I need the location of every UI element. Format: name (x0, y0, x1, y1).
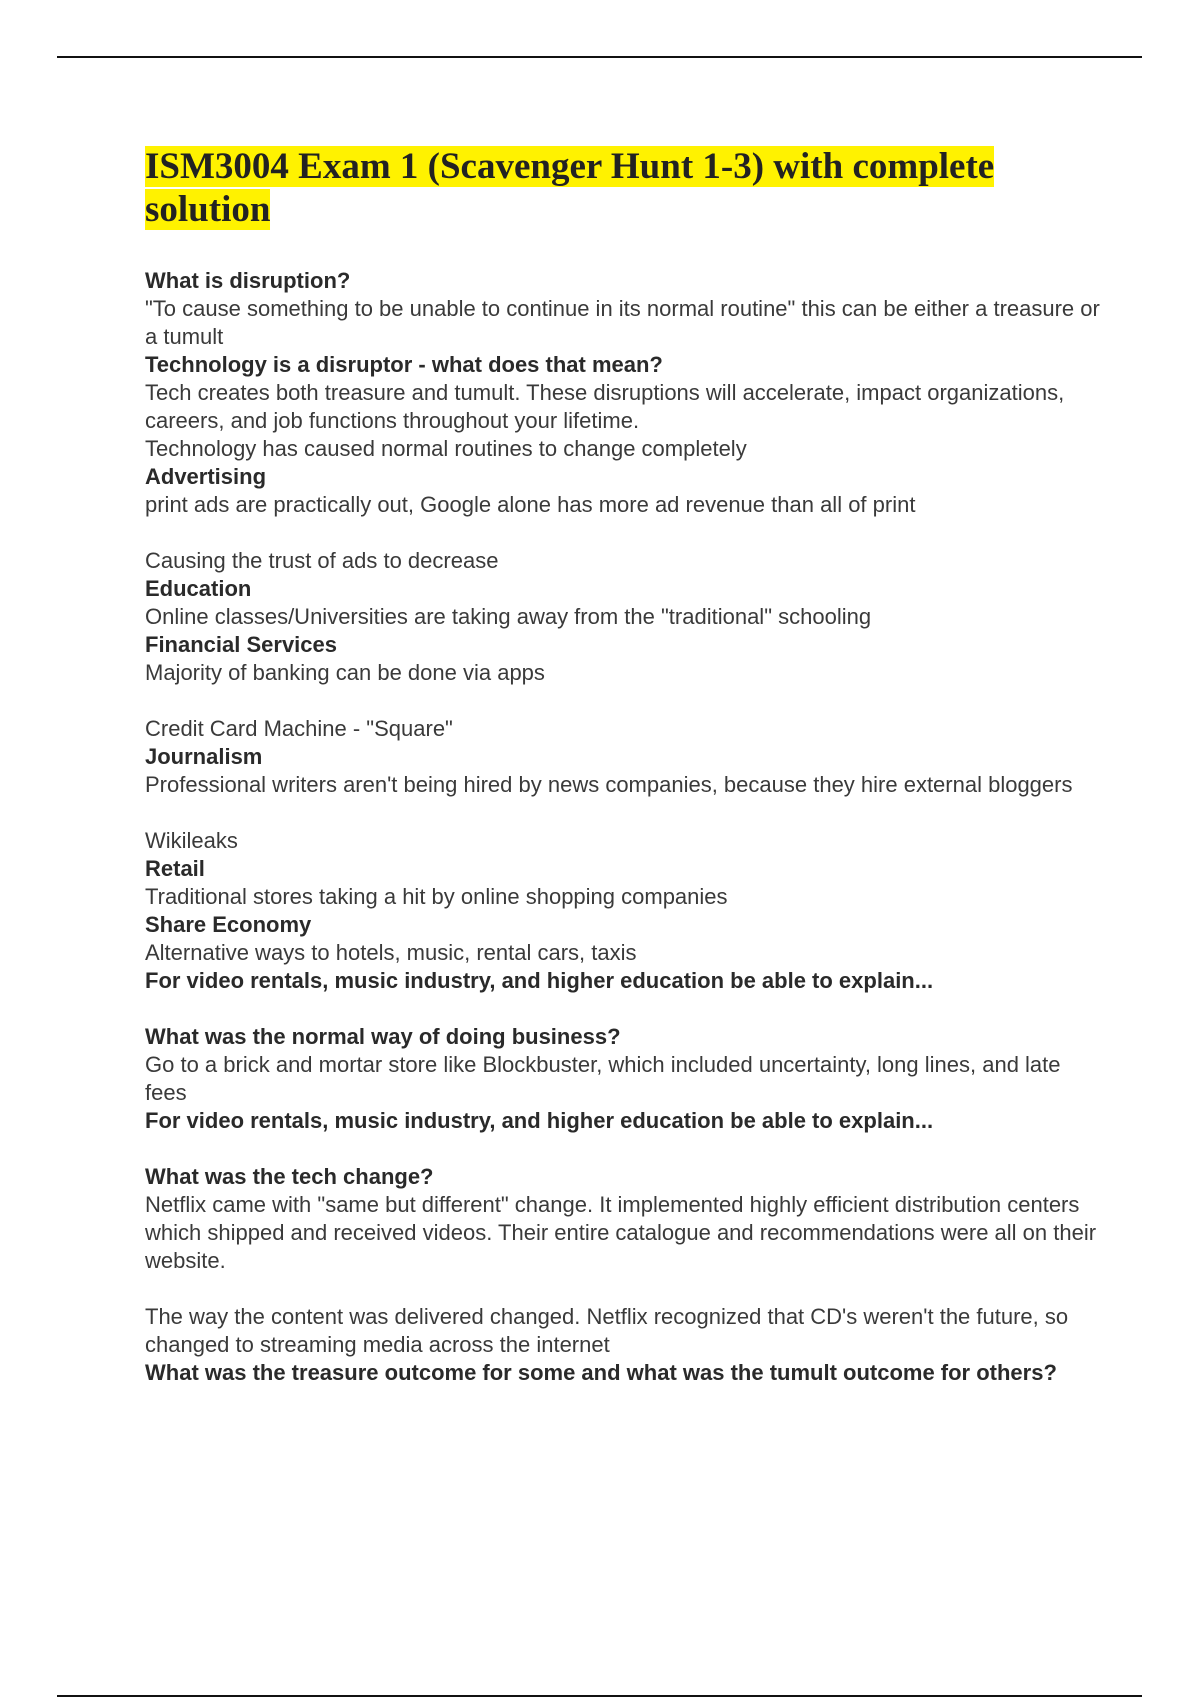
question-10: What was the treasure outcome for some and what was the tumult outcome for others? (145, 1360, 1057, 1385)
answer-2: print ads are practically out, Google alone has more ad revenue than all of print Causing the trust of ads to decrease (145, 492, 916, 573)
answer-1: Tech creates both treasure and tumult. These disruptions will accelerate, impact organizations, careers, and job functions throughout your lifetime. Technology has caused normal routines to change completely (145, 380, 1065, 461)
top-rule (57, 56, 1142, 58)
question-4: Financial Services (145, 632, 337, 657)
answer-5: Professional writers aren't being hired by news companies, because they hire external bloggers Wikileaks (145, 772, 1073, 853)
question-8: For video rentals, music industry, and higher education be able to explain... What was the normal way of doing business? (145, 968, 934, 1049)
question-9: For video rentals, music industry, and higher education be able to explain... What was the tech change? (145, 1108, 934, 1189)
answer-8: Go to a brick and mortar store like Blockbuster, which included uncertainty, long lines, and late fees (145, 1052, 1061, 1105)
answer-4: Majority of banking can be done via apps Credit Card Machine - "Square" (145, 660, 545, 741)
question-2: Advertising (145, 464, 267, 489)
question-7: Share Economy (145, 912, 312, 937)
answer-6: Traditional stores taking a hit by online shopping companies (145, 884, 728, 909)
answer-0: "To cause something to be unable to continue in its normal routine" this can be either a treasure or a tumult (145, 296, 1100, 349)
question-5: Journalism (145, 744, 263, 769)
question-0: What is disruption? (145, 268, 351, 293)
qa-list (145, 267, 1105, 1387)
bottom-rule (57, 1695, 1142, 1697)
question-1: Technology is a disruptor - what does that mean? (145, 352, 663, 377)
question-3: Education (145, 576, 252, 601)
answer-3: Online classes/Universities are taking away from the "traditional" schooling (145, 604, 872, 629)
document-title (145, 145, 1105, 231)
document-page (145, 145, 1105, 1387)
document-title-text: ISM3004 Exam 1 (Scavenger Hunt 1-3) with complete solution (145, 146, 995, 230)
answer-9: Netflix came with "same but different" change. It implemented highly efficient distribution centers which shipped and received videos. Their entire catalogue and recommendations were all on their website. The way the content was delivered changed. Netflix recognized that CD's weren't the future, so changed to streaming media across the internet (145, 1192, 1097, 1357)
question-6: Retail (145, 856, 205, 881)
answer-7: Alternative ways to hotels, music, rental cars, taxis (145, 940, 637, 965)
